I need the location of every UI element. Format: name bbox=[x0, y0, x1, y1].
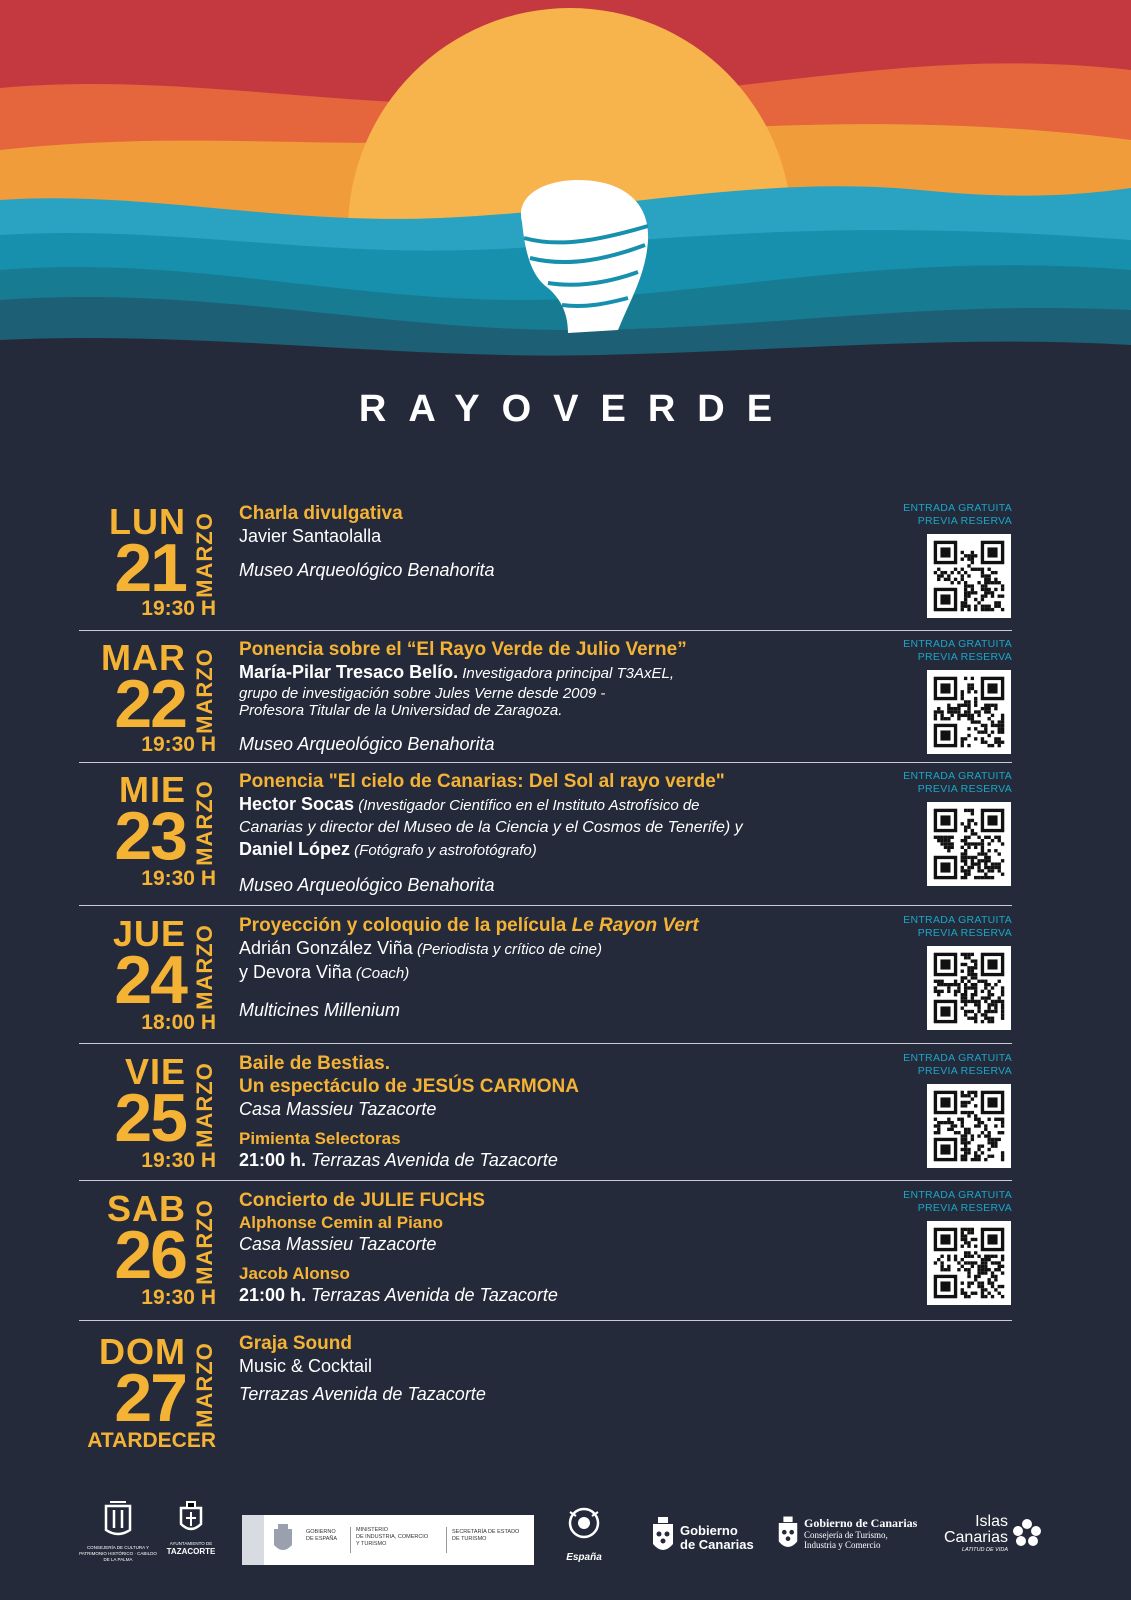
event-month: MARZO bbox=[192, 512, 217, 598]
event-venue: Multicines Millenium bbox=[239, 1000, 401, 1020]
divider bbox=[79, 1180, 1012, 1181]
islas-canarias-text: Canarias bbox=[943, 1529, 1008, 1546]
ticket-reservation-label: PREVIA RESERVA bbox=[917, 515, 1012, 527]
event-person: Adrián González Viña bbox=[239, 938, 413, 958]
event-row bbox=[0, 1332, 1131, 1456]
ministerio-text: MINISTERIO bbox=[356, 1527, 389, 1533]
event-day: 22 bbox=[114, 666, 186, 742]
ticket-info bbox=[896, 914, 1012, 1030]
event-time: 19:30 H bbox=[141, 597, 216, 620]
event-title bbox=[239, 914, 839, 937]
consejeria-text: Gobierno de Canarias bbox=[804, 1516, 918, 1530]
tazacorte-logo-name: TAZACORTE bbox=[166, 1547, 216, 1556]
ticket-info bbox=[896, 502, 1012, 618]
event-dow: LUN bbox=[109, 501, 186, 542]
event-title-film: Le Rayon Vert bbox=[571, 915, 699, 936]
event-second-act: Pimienta Selectoras bbox=[239, 1129, 401, 1148]
event-month: MARZO bbox=[192, 1342, 217, 1428]
event-desc: grupo de investigación sobre Jules Verne desde 2009 - bbox=[239, 685, 606, 702]
ministerio-text: DE INDUSTRIA, COMERCIO bbox=[356, 1534, 429, 1540]
gobierno-canarias-text: Gobierno bbox=[680, 1523, 738, 1538]
qr-code[interactable] bbox=[927, 670, 1011, 754]
event-day: 26 bbox=[114, 1217, 186, 1293]
ticket-info bbox=[896, 638, 1012, 754]
canarias-crest-icon bbox=[776, 1514, 800, 1556]
event-day: 23 bbox=[114, 798, 186, 874]
divider bbox=[79, 1043, 1012, 1044]
secretaria-text: DE TURISMO bbox=[452, 1536, 487, 1542]
event-person: María-Pilar Tresaco Belío. bbox=[239, 662, 459, 682]
event-day: 24 bbox=[114, 942, 186, 1018]
event-month: MARZO bbox=[192, 780, 217, 866]
consejeria-text: Consejería de Turismo, bbox=[804, 1530, 888, 1540]
gobierno-espana-logo bbox=[242, 1515, 534, 1565]
event-person: Music & Cocktail bbox=[239, 1356, 373, 1376]
event-month: MARZO bbox=[192, 924, 217, 1010]
event-time: 19:30 H bbox=[141, 1286, 216, 1309]
ticket-info bbox=[896, 1052, 1012, 1168]
event-person: Javier Santaolalla bbox=[239, 526, 382, 546]
event-row bbox=[0, 770, 1131, 898]
event-venue: Terrazas Avenida de Tazacorte bbox=[239, 1384, 486, 1404]
ticket-free-label: ENTRADA GRATUITA bbox=[903, 1052, 1012, 1064]
event-desc: Canarias y director del Museo de la Ciencia y el Cosmos de Tenerife) y bbox=[239, 819, 743, 836]
ticket-reservation-label: PREVIA RESERVA bbox=[917, 1202, 1012, 1214]
qr-code[interactable] bbox=[927, 534, 1011, 618]
cabildo-logo-text: CONSEJERÍA DE CULTURA Y PATRIMONIO HISTÓRICO · CABILDO DE LA PALMA bbox=[79, 1545, 157, 1562]
espana-logo bbox=[558, 1506, 610, 1564]
ticket-reservation-label: PREVIA RESERVA bbox=[917, 783, 1012, 795]
espana-sun-icon bbox=[562, 1506, 606, 1546]
event-info bbox=[239, 1332, 839, 1405]
secretaria-text: SECRETARÍA DE ESTADO bbox=[452, 1529, 520, 1535]
event-title: Concierto de JULIE FUCHS bbox=[239, 1190, 485, 1211]
event-title: Graja Sound bbox=[239, 1333, 352, 1354]
brand-title: RAYOVERDE bbox=[358, 388, 795, 430]
ticket-free-label: ENTRADA GRATUITA bbox=[903, 502, 1012, 514]
event-time: 18:00 H bbox=[141, 1011, 216, 1034]
event-person-line bbox=[239, 961, 839, 985]
event-desc: (Fotógrafo y astrofotógrafo) bbox=[350, 842, 537, 859]
event-person-line bbox=[239, 661, 839, 685]
event-date bbox=[60, 638, 218, 758]
event-second-venue: Terrazas Avenida de Tazacorte bbox=[306, 1285, 558, 1305]
sponsor-logos bbox=[0, 1500, 1131, 1580]
tazacorte-logo-text: AYUNTAMIENTO DE bbox=[169, 1541, 213, 1546]
event-time: 19:30 H bbox=[141, 867, 216, 890]
event-dow: SAB bbox=[106, 1188, 186, 1229]
ticket-free-label: ENTRADA GRATUITA bbox=[903, 914, 1012, 926]
ticket-reservation-label: PREVIA RESERVA bbox=[917, 651, 1012, 663]
consejeria-text: Industria y Comercio bbox=[804, 1540, 881, 1550]
ticket-info bbox=[896, 1189, 1012, 1305]
tazacorte-crest-icon bbox=[177, 1500, 205, 1536]
event-venue: Casa Massieu Tazacorte bbox=[239, 1234, 437, 1254]
gobierno-canarias-text: de Canarias bbox=[680, 1537, 754, 1552]
event-title: Ponencia "El cielo de Canarias: Del Sol al rayo verde" bbox=[239, 771, 725, 792]
ticket-free-label: ENTRADA GRATUITA bbox=[903, 638, 1012, 650]
event-date bbox=[60, 1189, 218, 1311]
event-second-time: 21:00 h. bbox=[239, 1150, 307, 1170]
event-row bbox=[0, 502, 1131, 620]
event-second-line bbox=[239, 1149, 839, 1171]
divider bbox=[79, 1320, 1012, 1321]
event-desc: Investigadora principal T3AxEL, bbox=[458, 665, 675, 682]
event-desc: Profesora Titular de la Universidad de Zaragoza. bbox=[239, 702, 563, 719]
event-dow: DOM bbox=[99, 1331, 186, 1372]
event-venue: Museo Arqueológico Benahorita bbox=[239, 560, 495, 580]
divider bbox=[79, 630, 1012, 631]
ticket-free-label: ENTRADA GRATUITA bbox=[903, 1189, 1012, 1201]
event-row bbox=[0, 1189, 1131, 1311]
espana-logo-text: España bbox=[566, 1552, 602, 1563]
event-date bbox=[60, 770, 218, 898]
gobierno-espana-text: GOBIERNO bbox=[306, 1529, 336, 1535]
event-second-time: 21:00 h. bbox=[239, 1285, 307, 1305]
spain-coat-of-arms-icon bbox=[268, 1523, 298, 1557]
event-info bbox=[239, 914, 839, 1021]
islas-canarias-tagline: LATITUD DE VIDA bbox=[961, 1547, 1008, 1553]
qr-code[interactable] bbox=[927, 802, 1011, 886]
event-row bbox=[0, 914, 1131, 1034]
event-info bbox=[239, 1189, 839, 1306]
event-subtitle: Alphonse Cemin al Piano bbox=[239, 1213, 444, 1232]
cabildo-logo bbox=[78, 1500, 158, 1563]
event-person: y Devora Viña bbox=[239, 962, 352, 982]
event-person: Hector Socas bbox=[239, 794, 355, 814]
event-person: Daniel López bbox=[239, 839, 351, 859]
event-person-line bbox=[239, 838, 839, 862]
qr-code[interactable] bbox=[927, 1084, 1011, 1168]
event-day: 27 bbox=[114, 1360, 186, 1436]
event-date bbox=[60, 1332, 218, 1456]
event-desc: (Periodista y crítico de cine) bbox=[412, 941, 603, 958]
event-person-line bbox=[239, 937, 839, 961]
event-month: MARZO bbox=[192, 1062, 217, 1148]
event-venue: Casa Massieu Tazacorte bbox=[239, 1099, 437, 1119]
event-dow: JUE bbox=[112, 913, 186, 954]
event-row bbox=[0, 638, 1131, 758]
divider bbox=[79, 762, 1012, 763]
event-dow: VIE bbox=[124, 1051, 186, 1092]
gobierno-espana-text: DE ESPAÑA bbox=[306, 1536, 338, 1542]
divider bbox=[79, 905, 1012, 906]
event-dow: MIE bbox=[118, 769, 186, 810]
event-month: MARZO bbox=[192, 648, 217, 734]
event-second-act: Jacob Alonso bbox=[239, 1264, 350, 1283]
event-second-venue: Terrazas Avenida de Tazacorte bbox=[306, 1150, 558, 1170]
event-month: MARZO bbox=[192, 1199, 217, 1285]
event-info bbox=[239, 1052, 839, 1171]
event-date bbox=[60, 502, 218, 620]
islas-canarias-text: Islas bbox=[975, 1513, 1008, 1530]
event-info bbox=[239, 770, 839, 896]
tazacorte-logo bbox=[163, 1500, 219, 1557]
event-row bbox=[0, 1052, 1131, 1174]
event-info bbox=[239, 638, 839, 755]
event-title: Baile de Bestias. bbox=[239, 1053, 391, 1074]
event-time: 19:30 H bbox=[141, 1149, 216, 1172]
ministerio-text: Y TURISMO bbox=[356, 1541, 387, 1547]
qr-code[interactable] bbox=[927, 946, 1011, 1030]
ticket-free-label: ENTRADA GRATUITA bbox=[903, 770, 1012, 782]
cabildo-emblem-icon bbox=[101, 1500, 135, 1540]
event-title: Ponencia sobre el “El Rayo Verde de Julio Verne” bbox=[239, 639, 687, 660]
event-title: Charla divulgativa bbox=[239, 503, 403, 524]
event-title-line2: Un espectáculo de JESÚS CARMONA bbox=[239, 1076, 579, 1097]
event-dow: MAR bbox=[101, 637, 186, 678]
event-time: ATARDECER bbox=[87, 1429, 216, 1452]
event-second-line bbox=[239, 1284, 839, 1306]
event-date bbox=[60, 1052, 218, 1174]
event-person-line bbox=[239, 793, 839, 817]
event-date bbox=[60, 914, 218, 1034]
event-venue: Museo Arqueológico Benahorita bbox=[239, 875, 495, 895]
ticket-reservation-label: PREVIA RESERVA bbox=[917, 927, 1012, 939]
event-day: 21 bbox=[114, 530, 186, 606]
canarias-flower-icon bbox=[1012, 1518, 1042, 1546]
qr-code[interactable] bbox=[927, 1221, 1011, 1305]
event-desc: (Investigador Científico en el Instituto Astrofísico de bbox=[354, 797, 700, 814]
event-title-text: Proyección y coloquio de la película bbox=[239, 915, 572, 936]
ticket-reservation-label: PREVIA RESERVA bbox=[917, 1065, 1012, 1077]
event-info bbox=[239, 502, 839, 581]
hero-sunset-illustration bbox=[0, 0, 1131, 380]
event-venue: Museo Arqueológico Benahorita bbox=[239, 734, 495, 754]
event-day: 25 bbox=[114, 1080, 186, 1156]
canarias-crest-icon bbox=[650, 1516, 676, 1558]
event-time: 19:30 H bbox=[141, 733, 216, 756]
ticket-info bbox=[896, 770, 1012, 886]
event-desc: (Coach) bbox=[351, 965, 410, 982]
